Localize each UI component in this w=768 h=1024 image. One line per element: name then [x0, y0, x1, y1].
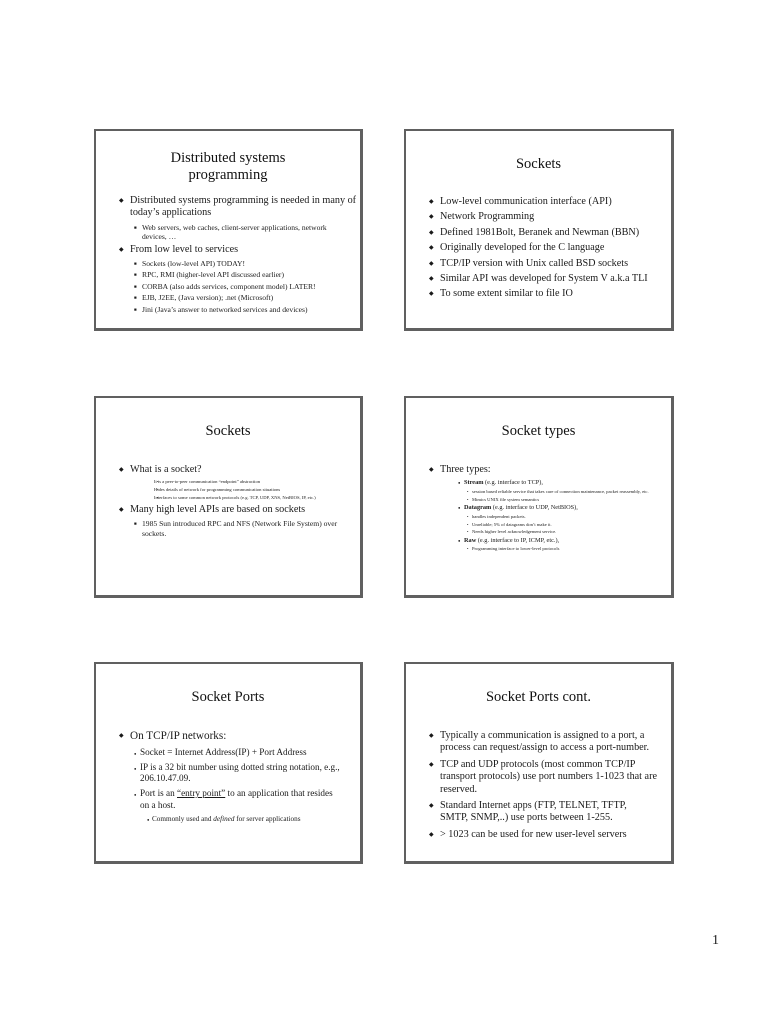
slide-body — [406, 464, 671, 554]
slide-body — [406, 730, 671, 844]
type-detail: • Needs higher level acknowledgement service. — [406, 529, 671, 535]
bullet: ◆ Typically a communication is assigned to a port, a process can request/assign to access a port-number. — [406, 730, 671, 755]
bullet: ◆ Network Programming — [406, 211, 671, 223]
type-desc: (e.g. interface to TCP), — [483, 479, 543, 487]
sub-bullet: ■ Sockets (low-level API) TODAY! — [96, 259, 360, 268]
sub-bullet: ■ Jini (Java’s answer to networked services and devices) — [96, 305, 360, 314]
bullet: ◆ To some extent similar to file IO — [406, 288, 671, 300]
sub-bullet: • Interfaces to some common network protocols (e.g. TCP, UDP, XNS, NetBIOS, IP, etc.) — [96, 495, 360, 501]
sub-bullet: ■ 1985 Sun introduced RPC and NFS (Network File System) over sockets. — [96, 519, 360, 538]
slide-title — [96, 150, 360, 184]
text: for server applications — [234, 814, 301, 823]
sub-bullet: ● Socket = Internet Address(IP) + Port Address — [96, 747, 360, 759]
sub-bullet: • Hides details of network for programming communication situations — [96, 487, 360, 493]
sub-bullet: ● IP is a 32 bit number using dotted string notation, e.g., 206.10.47.09. — [96, 762, 360, 785]
bullet: ◆ TCP and UDP protocols (most common TCP/IP transport protocols) use port numbers 1-1023 that are reserved. — [406, 759, 671, 796]
title-line: programming — [188, 167, 268, 183]
slide-body — [96, 464, 360, 540]
type-name: Raw — [464, 536, 477, 544]
text: Port is an — [140, 788, 178, 798]
bullet: ◆ Low-level communication interface (API) — [406, 196, 671, 208]
slide-body — [96, 195, 360, 316]
bullet: ◆ What is a socket? — [96, 464, 360, 476]
sub-sub-bullet — [96, 815, 360, 824]
bullet: ◆ Similar API was developed for System V a.k.a TLI — [406, 273, 671, 285]
slide-title: Socket Ports cont. — [485, 689, 592, 705]
type-name: Datagram — [464, 504, 492, 512]
bullet: ◆ Originally developed for the C language — [406, 242, 671, 254]
type-detail: • session based reliable service that takes care of connection maintenance, packet reassembly, etc. — [406, 489, 671, 495]
type-raw — [406, 537, 671, 545]
bullet: ◆ Standard Internet apps (FTP, TELNET, TFTP, SMTP, SNMP,..) use ports between 1-255. — [406, 800, 671, 825]
sub-bullet: ■ EJB, J2EE, (Java version); .net (Microsoft) — [96, 293, 360, 302]
slide-body — [96, 730, 360, 825]
sub-bullet — [96, 788, 360, 811]
type-desc: (e.g. interface to IP, ICMP, etc.), — [476, 536, 560, 544]
slide-socket-types — [404, 396, 674, 598]
slide-title: Socket Ports — [191, 689, 265, 705]
type-detail: • Mimics UNIX file system semantics — [406, 497, 671, 503]
slide-sockets-intro — [404, 129, 674, 331]
bullet: ◆ Many high level APIs are based on sockets — [96, 504, 360, 516]
type-datagram — [406, 504, 671, 512]
bullet: ◆ From low level to services — [96, 244, 360, 256]
bullet: ◆ Defined 1981Bolt, Beranek and Newman (BBN) — [406, 227, 671, 239]
type-detail: • handles independent packets. — [406, 514, 671, 520]
slide-title: Sockets — [515, 156, 562, 172]
sub-bullet: ■ CORBA (also adds services, component model) LATER! — [96, 282, 360, 291]
text: to an application that resides on a host. — [140, 788, 333, 810]
sub-bullet: ■ RPC, RMI (higher-level API discussed earlier) — [96, 270, 360, 279]
bullet: ◆ On TCP/IP networks: — [96, 730, 360, 744]
slide-title: Sockets — [205, 423, 251, 439]
slide-title: Socket types — [501, 423, 576, 439]
type-detail: • Unreliable; 5% of datagrams don’t make it. — [406, 522, 671, 528]
slide-body — [406, 196, 671, 304]
bullet: ◆ TCP/IP version with Unix called BSD sockets — [406, 258, 671, 270]
slide-socket-ports-cont — [404, 662, 674, 864]
sub-bullet: ■ Web servers, web caches, client-server applications, network devices, … — [96, 223, 360, 242]
type-stream — [406, 479, 671, 487]
bullet: ◆ Distributed systems programming is needed in many of today’s applications — [96, 195, 360, 220]
slide-what-is-socket — [94, 396, 363, 598]
bullet: ◆ > 1023 can be used for new user-level servers — [406, 829, 671, 841]
title-line: Distributed systems — [170, 150, 286, 166]
type-desc: (e.g. interface to UDP, NetBIOS), — [491, 504, 578, 512]
bullet: ◆ Three types: — [406, 464, 671, 476]
sub-bullet: • It is a peer-to-peer communication “endpoint” abstraction — [96, 479, 360, 485]
type-name: Stream — [464, 479, 484, 487]
type-detail: • Programming interface to lower-level protocols — [406, 546, 671, 552]
text: Commonly used and — [152, 814, 214, 823]
slide-socket-ports — [94, 662, 363, 864]
page-number: 1 — [712, 933, 719, 948]
underlined-text: “entry point” — [177, 788, 226, 798]
emphasis-text: defined — [213, 814, 235, 823]
slide-distributed-systems — [94, 129, 363, 331]
